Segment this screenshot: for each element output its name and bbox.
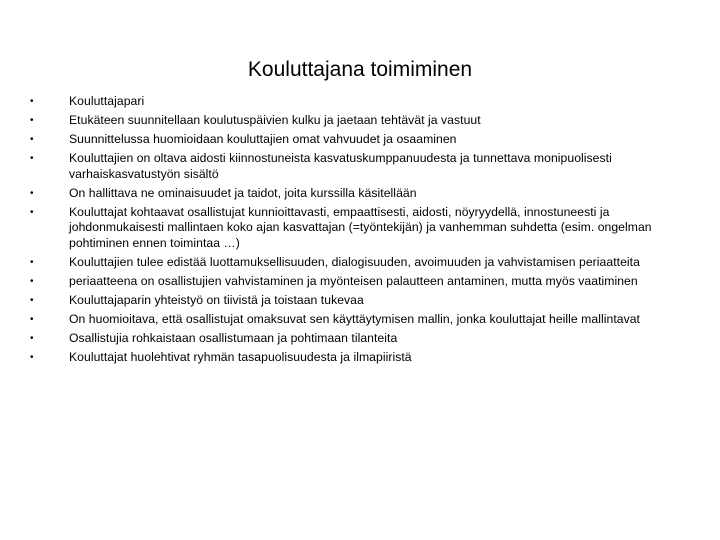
bullet-item (30, 113, 690, 129)
bullet-item (30, 94, 690, 110)
bullet-icon: • (30, 206, 34, 218)
bullet-icon: • (30, 275, 34, 287)
bullet-icon: • (30, 351, 34, 363)
bullet-text: Etukäteen suunnitellaan koulutuspäivien kulku ja jaetaan tehtävät ja vastuut (69, 113, 481, 127)
bullet-item (30, 350, 690, 366)
bullet-item (30, 312, 690, 328)
bullet-text: On hallittava ne ominaisuudet ja taidot, joita kurssilla käsitellään (69, 185, 417, 200)
bullet-text: Kouluttajat kohtaavat osallistujat kunnioittavasti, empaattisesti, aidosti, nöyryydellä, innostuneesti ja johdonmukaisesti mallintaen koko ajan kasvattajan (=työntekijän) ja vanhemman suhdetta (esim. ongelman pohtiminen ennen toimintaa …) (69, 204, 652, 250)
slide-title: Kouluttajana toimiminen (247, 58, 473, 81)
bullet-icon: • (30, 313, 34, 325)
bullet-icon: • (30, 332, 34, 344)
bullet-icon: • (30, 153, 34, 164)
bullet-icon: • (30, 256, 34, 268)
bullet-list (30, 94, 690, 369)
bullet-text: Kouluttajapari (69, 94, 145, 108)
bullet-item (30, 186, 690, 202)
bullet-text: Kouluttajien on oltava aidosti kiinnostuneista kasvatuskumppanuudesta ja tunnettava monipuolisesti varhaiskasvatustyön sisältö (69, 151, 612, 181)
bullet-item (30, 205, 690, 252)
bullet-text: Osallistujia rohkaistaan osallistumaan ja pohtimaan tilanteita (69, 330, 398, 345)
bullet-text: Kouluttajien tulee edistää luottamuksellisuuden, dialogisuuden, avoimuuden ja vahvistamisen periaatteita (69, 254, 640, 269)
bullet-item (30, 132, 690, 148)
bullet-item (30, 274, 690, 290)
bullet-text: On huomioitava, että osallistujat omaksuvat sen käyttäytymisen mallin, jonka kouluttajat heille mallintavat (69, 311, 640, 326)
bullet-icon: • (30, 115, 34, 126)
bullet-text: Kouluttajat huolehtivat ryhmän tasapuolisuudesta ja ilmapiiristä (69, 349, 412, 364)
bullet-text: Kouluttajaparin yhteistyö on tiivistä ja toistaan tukevaa (69, 292, 364, 307)
bullet-item (30, 255, 690, 271)
bullet-icon: • (30, 187, 34, 199)
bullet-icon: • (30, 294, 34, 306)
bullet-icon: • (30, 96, 34, 107)
bullet-item (30, 151, 690, 182)
bullet-item (30, 331, 690, 347)
bullet-text: Suunnittelussa huomioidaan kouluttajien omat vahvuudet ja osaaminen (69, 132, 457, 146)
bullet-icon: • (30, 134, 34, 145)
bullet-text: periaatteena on osallistujien vahvistaminen ja myönteisen palautteen antaminen, mutta myös vaatiminen (69, 273, 638, 288)
bullet-item (30, 293, 690, 309)
